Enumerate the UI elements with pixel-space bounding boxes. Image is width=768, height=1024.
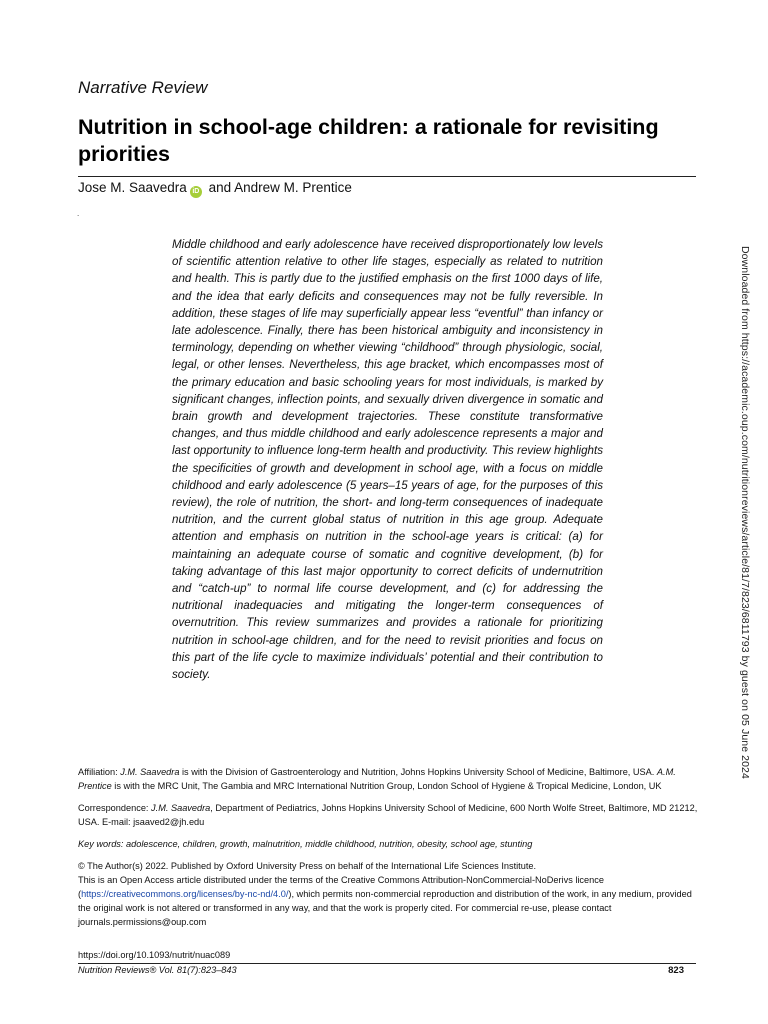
author-separator: and bbox=[204, 180, 235, 195]
keywords: Key words: adolescence, children, growth, malnutrition, middle childhood, nutrition, obesity, school age, stunting bbox=[78, 839, 533, 849]
affiliation-label: Affiliation: bbox=[78, 767, 121, 777]
abstract: Middle childhood and early adolescence have received disproportionately low levels of scientific attention relative to other life stages, especially as related to nutrition and health. This is partly due to the justified emphasis on the first 1000 days of life, and the idea that early deficits and consequences may not be fully reversible. In addition, these stages of life may superficially appear less “eventful” than infancy or late adolescence. Finally, there has been historical ambiguity and inconsistency in terminology, depending on whether viewing “childhood” through physiologic, social, legal, or other lenses. Nevertheless, this age bracket, which encompasses most of the primary education and basic schooling years for most individuals, is marked by significant changes, inflection points, and sexually driven divergence in somatic and brain growth and development trajectories. These constitute transformative changes, and thus middle childhood and early adolescence represents a major and last opportunity to influence long-term health and productivity. This review highlights the specificities of growth and development in school age, with a focus on middle childhood and early adolescence (5 years–15 years of age, for the purposes of this review), the role of nutrition, the short- and long-term consequences of inadequate nutrition, and the current global status of nutrition in this age group. Adequate attention and emphasis on nutrition in the school-age years is critical: (a) for maintaining an adequate course of somatic and cognitive development, (b) for taking advantage of this last major opportunity to correct deficits of undernutrition and “catch-up” to normal life course development, and (c) for addressing the nutritional inadequacies and mitigating the longer-term consequences of overnutrition. This review summarizes and provides a rationale for prioritizing nutrition in school-age children, and for the need to revisit priorities and focus on this part of the life cycle to maximize individuals’ potential and their contribution to society. bbox=[172, 238, 603, 682]
footer-rule bbox=[78, 963, 696, 964]
orcid-icon[interactable]: iD bbox=[190, 186, 202, 198]
article-type: Narrative Review bbox=[78, 78, 208, 97]
affiliation-text-1: is with the Division of Gastroenterology and Nutrition, Johns Hopkins University School of Medicine, Baltimore, USA. bbox=[179, 767, 657, 777]
author-saavedra[interactable]: Jose M. Saavedra bbox=[78, 180, 187, 195]
author-line bbox=[78, 180, 352, 198]
correspondence-label: Correspondence: bbox=[78, 803, 152, 813]
copyright-line: © The Author(s) 2022. Published by Oxford University Press on behalf of the International Life Sciences Institute. bbox=[78, 861, 537, 871]
license-pre: This is an Open Access article distributed under the terms of the Creative Commons Attribution-NonCommercial-NoDerivs licence ( bbox=[78, 875, 604, 899]
author-prentice[interactable]: Andrew M. Prentice bbox=[234, 180, 352, 195]
download-watermark: Downloaded from https://academic.oup.com/nutritionreviews/article/81/7/823/6811793 by guest on 05 June 2024 bbox=[739, 246, 751, 779]
affiliation-text-2: is with the MRC Unit, The Gambia and MRC International Nutrition Group, London School of Hygiene & Tropical Medicine, London, UK bbox=[111, 781, 662, 791]
title-rule bbox=[78, 176, 696, 177]
correspondence bbox=[78, 801, 698, 829]
journal-citation: Nutrition Reviews® Vol. 81(7):823–843 bbox=[78, 965, 237, 975]
license-text bbox=[78, 873, 698, 929]
article-title: Nutrition in school-age children: a rationale for revisiting priorities bbox=[78, 115, 659, 166]
correspondence-text: , Department of Pediatrics, Johns Hopkins University School of Medicine, 600 North Wolfe Street, Baltimore, MD 21212, USA. E-mail: jsaaved2@jh.edu bbox=[78, 803, 698, 827]
doi-link[interactable]: https://doi.org/10.1093/nutrit/nuac089 bbox=[78, 950, 231, 960]
license-link[interactable]: https://creativecommons.org/licenses/by-nc-nd/4.0/ bbox=[81, 889, 289, 899]
correspondence-name: J.M. Saavedra bbox=[151, 803, 211, 813]
license-post: ), which permits non-commercial reproduction and distribution of the work, in any medium, provided the original work is not altered or transformed in any way, and that the work is properly cited. For commercial re-use, please contact journals.permissions@oup.com bbox=[78, 889, 692, 927]
front-notes bbox=[78, 765, 698, 937]
page-number: 823 bbox=[668, 965, 684, 976]
affiliation-name-2: A.M. Prentice bbox=[78, 767, 676, 791]
stray-dot: . bbox=[77, 209, 80, 218]
affiliation bbox=[78, 765, 698, 793]
affiliation-name-1: J.M. Saavedra bbox=[120, 767, 180, 777]
